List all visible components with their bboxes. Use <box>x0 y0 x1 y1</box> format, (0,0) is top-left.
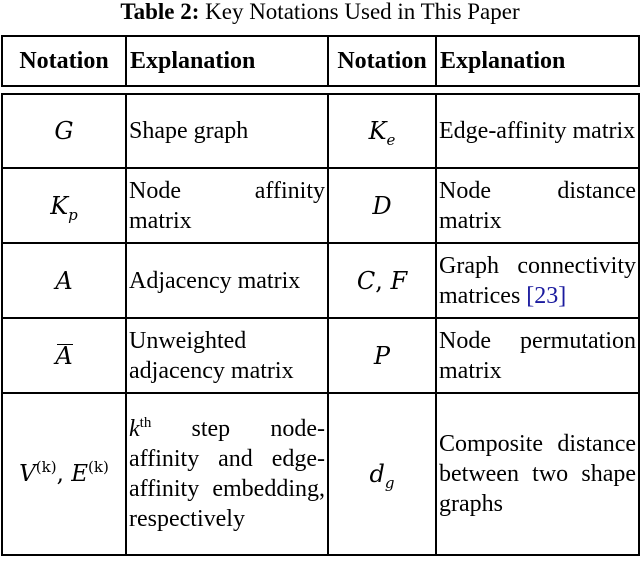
header-row <box>2 36 639 86</box>
table-row <box>2 243 639 318</box>
table-row <box>2 393 639 555</box>
header-explanation-1: Explanation <box>126 36 328 86</box>
symbol-permutation: P <box>373 341 391 370</box>
symbol-cell <box>328 318 436 393</box>
symbol-connectivity-f: F <box>390 266 408 295</box>
symbol-shape-graph: G <box>54 117 74 145</box>
table-row <box>2 168 639 243</box>
table-caption-text: Key Notations Used in This Paper <box>199 0 520 24</box>
symbol-cell <box>328 168 436 243</box>
table-caption-label: Table 2: <box>120 0 200 24</box>
table-row <box>2 318 639 393</box>
symbol-cell <box>2 94 126 168</box>
symbol-node-distance: D <box>372 191 392 220</box>
symbol-cell <box>328 393 436 555</box>
table-caption <box>0 0 640 26</box>
explanation-cell: Node distance matrix <box>436 168 639 243</box>
citation-link[interactable]: [23] <box>526 282 567 309</box>
explanation-text: Graph connectivity matrices <box>439 252 636 309</box>
symbol-subscript: p <box>68 205 78 224</box>
explanation-k: k <box>129 416 140 442</box>
symbol-cell <box>2 393 126 555</box>
symbol-superscript: (k) <box>88 458 109 476</box>
explanation-cell: Adjacency matrix <box>126 243 328 318</box>
explanation-text: step node-affinity and edge-affinity embedding, respectively <box>129 416 325 532</box>
explanation-cell: Node permutation matrix <box>436 318 639 393</box>
symbol-cell <box>328 94 436 168</box>
symbol-cell <box>2 318 126 393</box>
explanation-cell <box>126 393 328 555</box>
explanation-cell: Unweighted adjacency matrix <box>126 318 328 393</box>
notation-table-header <box>1 35 640 87</box>
symbol-subscript: e <box>386 131 396 149</box>
notation-table-body <box>1 93 640 556</box>
explanation-cell: Node affinity matrix <box>126 168 328 243</box>
symbol-composite-distance: d <box>369 460 385 488</box>
header-notation-2: Notation <box>328 36 436 86</box>
header-explanation-2: Explanation <box>436 36 639 86</box>
symbol-superscript: (k) <box>35 458 57 476</box>
symbol-separator: , <box>375 266 391 295</box>
symbol-node-affinity: K <box>50 191 69 220</box>
explanation-superscript: th <box>139 415 152 431</box>
explanation-cell <box>436 243 639 318</box>
symbol-cell <box>328 243 436 318</box>
symbol-connectivity-c: C <box>356 266 376 295</box>
explanation-cell: Shape graph <box>126 94 328 168</box>
symbol-separator: , <box>56 461 72 487</box>
symbol-embedding-e: E <box>71 461 89 487</box>
table-row <box>2 94 639 168</box>
symbol-embedding-v: V <box>19 461 36 487</box>
symbol-subscript: g <box>384 474 395 492</box>
symbol-cell <box>2 168 126 243</box>
explanation-cell: Composite distance between two shape graphs <box>436 393 639 555</box>
symbol-unweighted-adjacency: A <box>55 341 73 370</box>
header-notation-1: Notation <box>2 36 126 86</box>
symbol-edge-affinity: K <box>368 117 387 145</box>
explanation-cell: Edge-affinity matrix <box>436 94 639 168</box>
symbol-cell <box>2 243 126 318</box>
symbol-adjacency: A <box>55 266 73 295</box>
